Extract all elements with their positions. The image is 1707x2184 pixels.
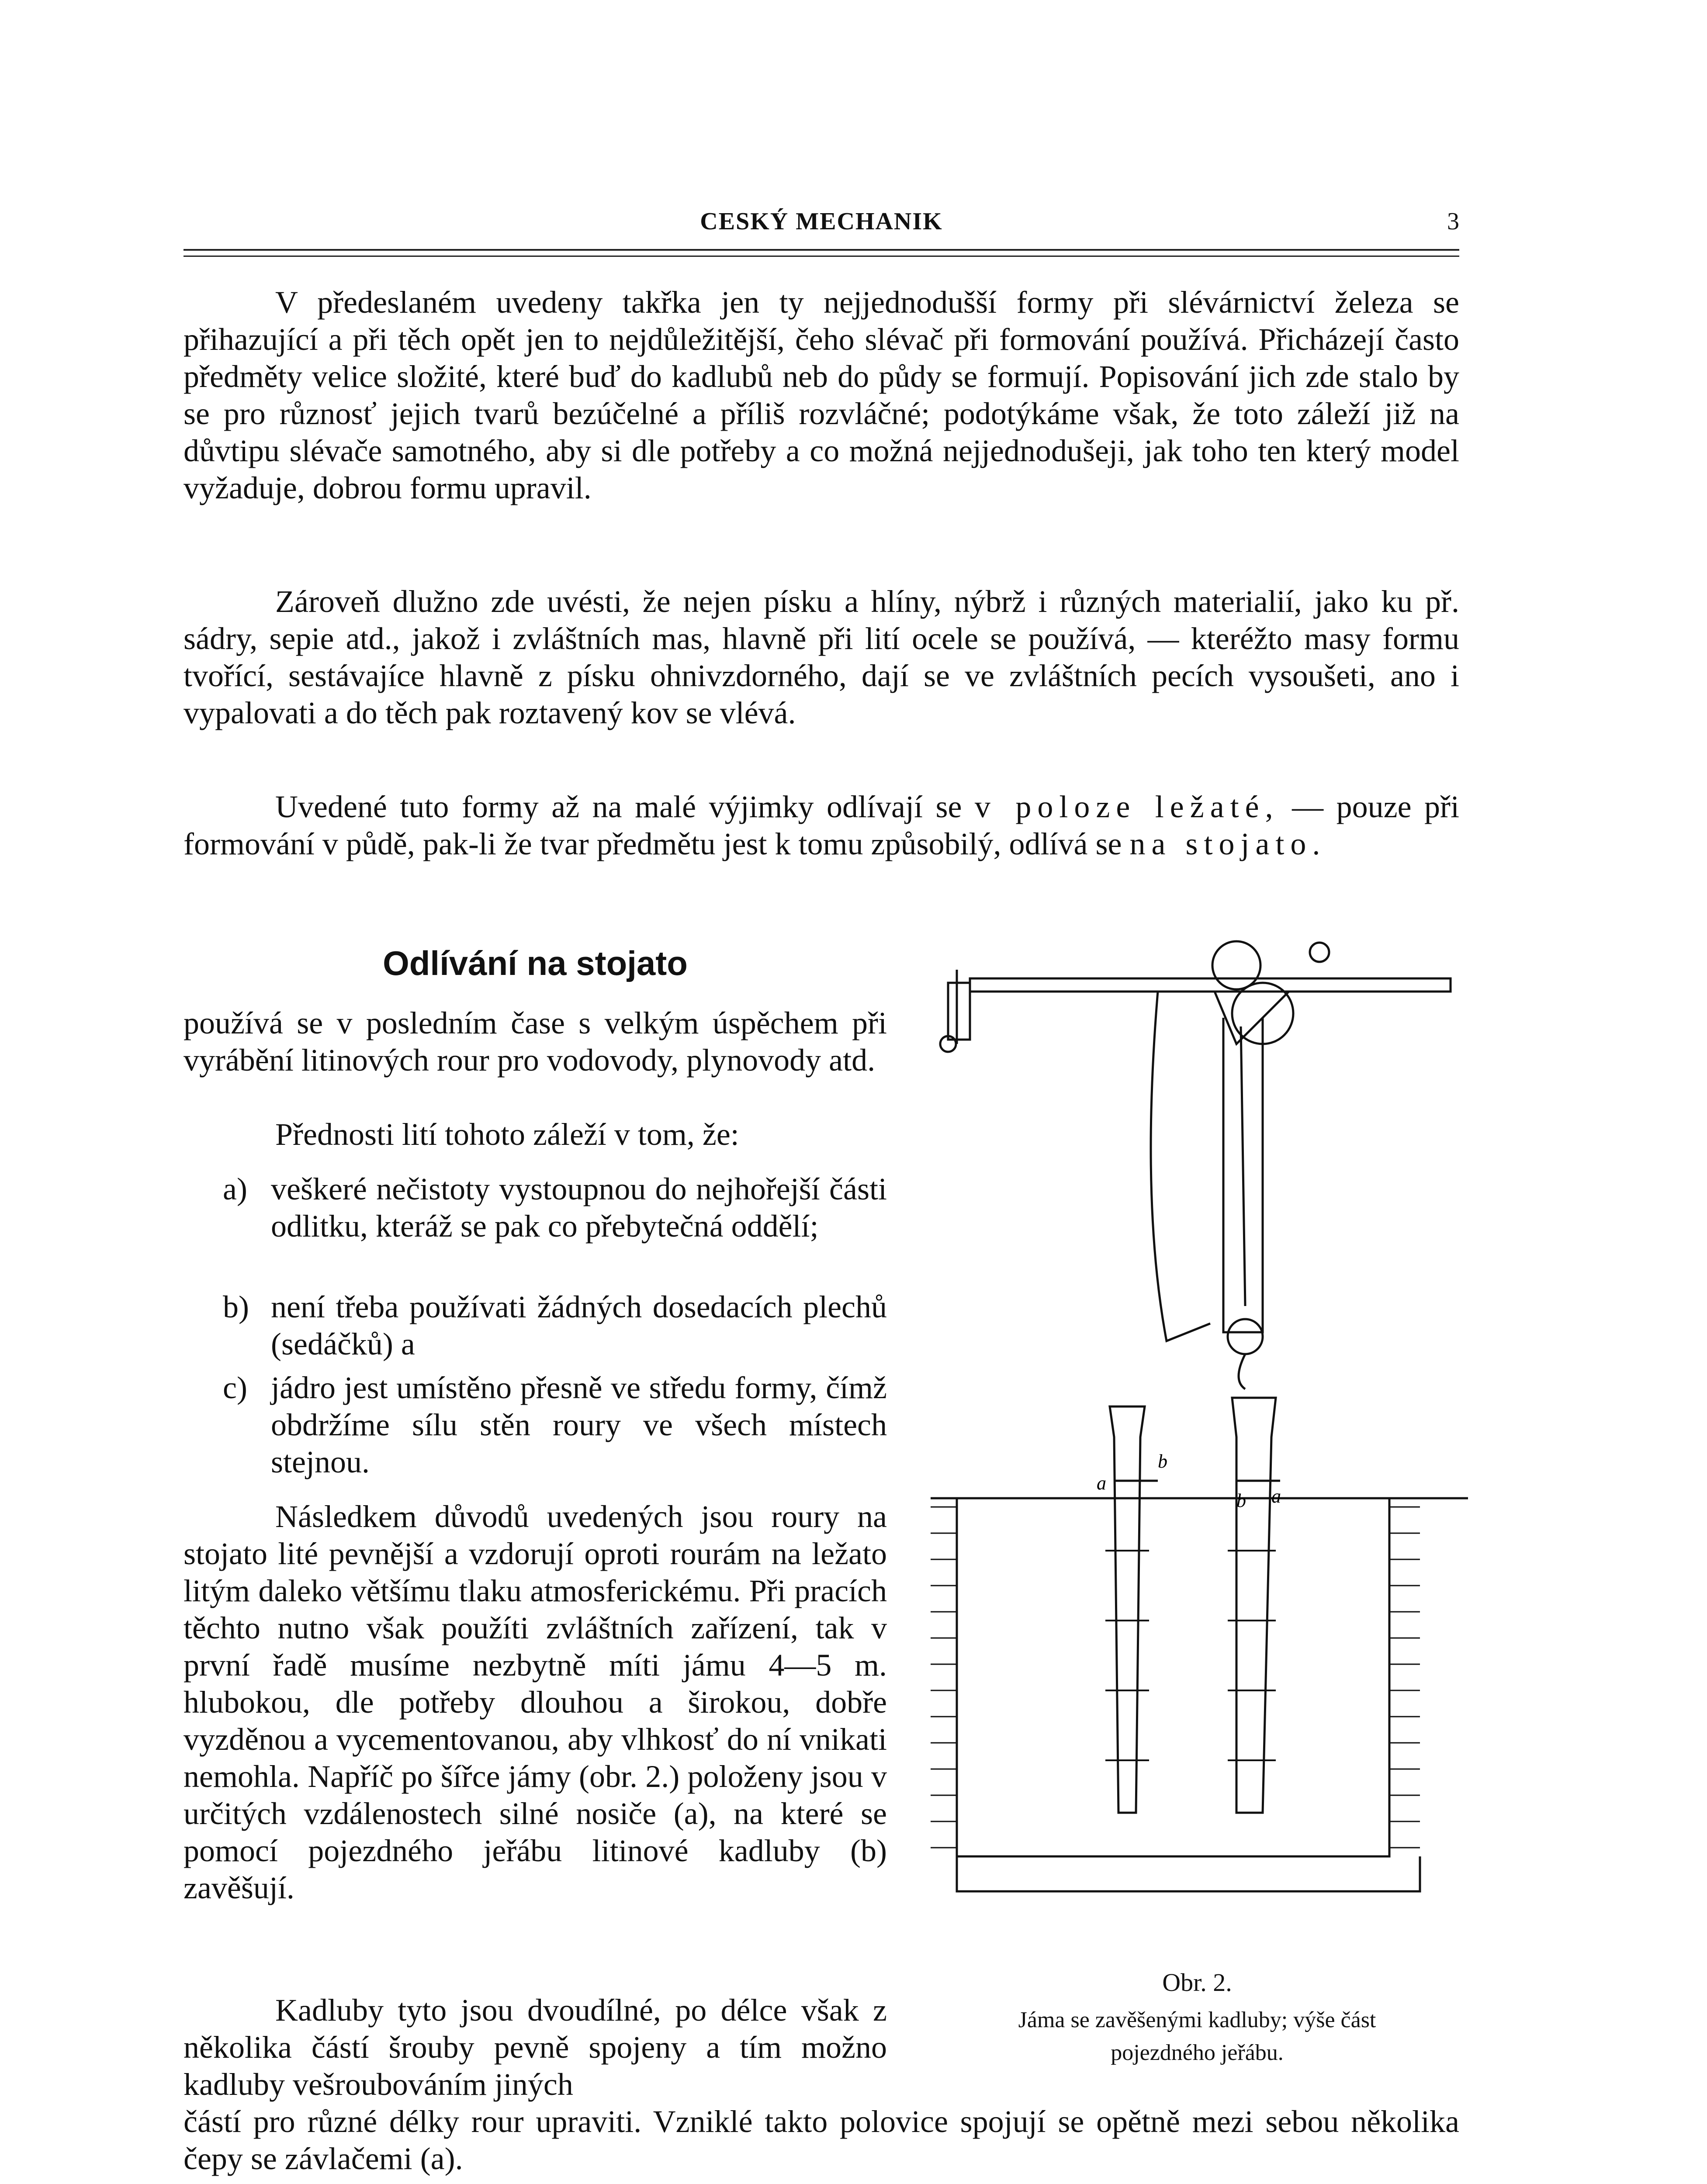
header-rule-secondary bbox=[184, 256, 1459, 257]
hoist-chain-center bbox=[1241, 1026, 1245, 1306]
pit-walls bbox=[957, 1498, 1389, 1856]
hoist-hook bbox=[1239, 1354, 1245, 1389]
emphasis-lying: v poloze ležaté, bbox=[974, 789, 1279, 824]
paragraph-2: Zároveň dlužno zde uvésti, že nejen písku a hlíny, nýbrž i různých materialií, jako ku př. sádry, sepie atd., jakož i zvláštních mas, hlavně při lití ocele se používá, — kteréžto masy formu tvořící, sestávajíce hlavně z písku ohnivzdorného, dají se ve zvláštních pecích vysoušeti, ano i vypalovati a do těch pak roztavený kov se vlévá. bbox=[184, 584, 1459, 730]
journal-title: CESKÝ MECHANIK bbox=[700, 208, 943, 235]
mold-left-bands bbox=[1105, 1551, 1149, 1760]
section-heading: Odlívání na stojato bbox=[383, 944, 688, 982]
figure-crane-pit bbox=[931, 939, 1468, 1996]
pit-floor bbox=[957, 1856, 1420, 1891]
section-intro: používá se v posledním čase s velkým úspěchem při vyrábění litinových rour pro vodovody, plynovody atd. bbox=[184, 1006, 887, 1078]
list-marker-b: b) bbox=[223, 1289, 249, 1324]
paragraph-3-part-b: — pouze při formování v půdě, pak-li že tvar předmětu jest k tomu způsobilý, odlívá se bbox=[184, 789, 1459, 861]
pit-brick-left bbox=[931, 1507, 957, 1848]
paragraph-3 bbox=[184, 788, 1459, 863]
emphasis-standing: na stojato. bbox=[1129, 826, 1326, 861]
list-marker-a: a) bbox=[223, 1171, 247, 1206]
figure-caption-line2: pojezdného jeřábu. bbox=[1111, 2040, 1284, 2065]
paragraph-molds-end: částí pro různé délky rour upraviti. Vzniklé takto polovice spojují se opětně mezi sebou několika čepy se závlačemi (a). bbox=[184, 2104, 1459, 2176]
list-item-a bbox=[184, 1171, 887, 1245]
list-marker-c: c) bbox=[223, 1370, 247, 1405]
trolley-wheel bbox=[1212, 941, 1260, 989]
mold-right bbox=[1232, 1398, 1276, 1813]
crane-beam bbox=[970, 978, 1451, 992]
running-header bbox=[184, 207, 1459, 242]
figure-label-a: a bbox=[1097, 1472, 1106, 1494]
header-rule bbox=[184, 249, 1459, 251]
paragraph-1: V předeslaném uvedeny takřka jen ty nejjednodušší formy při slévárnictví železa se přihazující a při těch opět jen to nejdůležitější, čeho slévač při formování používá. Přicházejí často předměty velice složité, které buď do kadlubů neb do půdy se formují. Popisování jich zde stalo by se pro různosť jejich tvarů bezúčelné a příliš rozvláčné; podotýkáme však, že toto záleží již na důvtipu slévače samotného, aby si dle potřeby a co možná nejjednodušeji, jak toho ten který model vyžaduje, dobrou formu upravil. bbox=[184, 285, 1459, 505]
paragraph-pit: Následkem důvodů uvedených jsou roury na stojato lité pevnější a vzdorují oproti rourám na ležato litým daleko většímu tlaku atmosferickému. Při pracích těchto nutno však použíti zvláštních zařízení, tak v první řadě musíme nezbytně míti jámu 4—5 m. hlubokou, dle potřeby dlouhou a širokou, dobře vyzděnou a vycementovanou, aby vlhkosť do ní vnikati nemohla. Napříč po šířce jámy (obr. 2.) položeny jsou v určitých vzdálenostech silné nosiče (a), na které se pomocí pojezdného jeřábu litinové kadluby (b) zavěšují. bbox=[184, 1499, 887, 1905]
figure-label-b2: b bbox=[1236, 1490, 1246, 1511]
list-text-c: jádro jest umístěno přesně ve středu formy, čímž obdržíme sílu stěn roury ve všech místech stejnou. bbox=[271, 1370, 887, 1479]
figure-caption-line1: Jáma se zavěšenými kadluby; výše část bbox=[1018, 2008, 1376, 2032]
hoist-hook-block bbox=[1228, 1319, 1263, 1354]
paragraph-molds: Kadluby tyto jsou dvoudílné, po délce však z několika částí šrouby pevně spojeny a tím možno kadluby vešroubováním jiných bbox=[184, 1993, 887, 2102]
figure-illustration bbox=[931, 939, 1468, 1996]
section-lead: Přednosti lití tohoto záleží v tom, že: bbox=[275, 1117, 739, 1152]
crane-end-bracket bbox=[948, 983, 970, 1040]
list-item-c bbox=[184, 1369, 887, 1481]
figure-caption-title: Obr. 2. bbox=[1162, 1968, 1232, 1997]
trolley-small-wheel bbox=[1310, 943, 1329, 962]
list-item-b bbox=[184, 1289, 887, 1363]
list-text-b: není třeba používati žádných dosedacích plechů (sedáčků) a bbox=[271, 1289, 887, 1362]
trolley-frame bbox=[1215, 992, 1289, 1044]
list-text-a: veškeré nečistoty vystoupnou do nejhořejší části odlitku, kteráž se pak co přebytečná oddělí; bbox=[271, 1171, 887, 1244]
paragraph-3-part-a: Uvedené tuto formy až na malé výjimky odlívají se bbox=[275, 789, 962, 824]
pit-brick-right bbox=[1389, 1507, 1420, 1848]
figure-label-b: b bbox=[1158, 1451, 1167, 1472]
figure-label-a2: a bbox=[1271, 1486, 1281, 1507]
mold-left bbox=[1110, 1406, 1145, 1813]
hoist-chain-left bbox=[1151, 992, 1210, 1341]
page-number: 3 bbox=[1447, 208, 1459, 235]
